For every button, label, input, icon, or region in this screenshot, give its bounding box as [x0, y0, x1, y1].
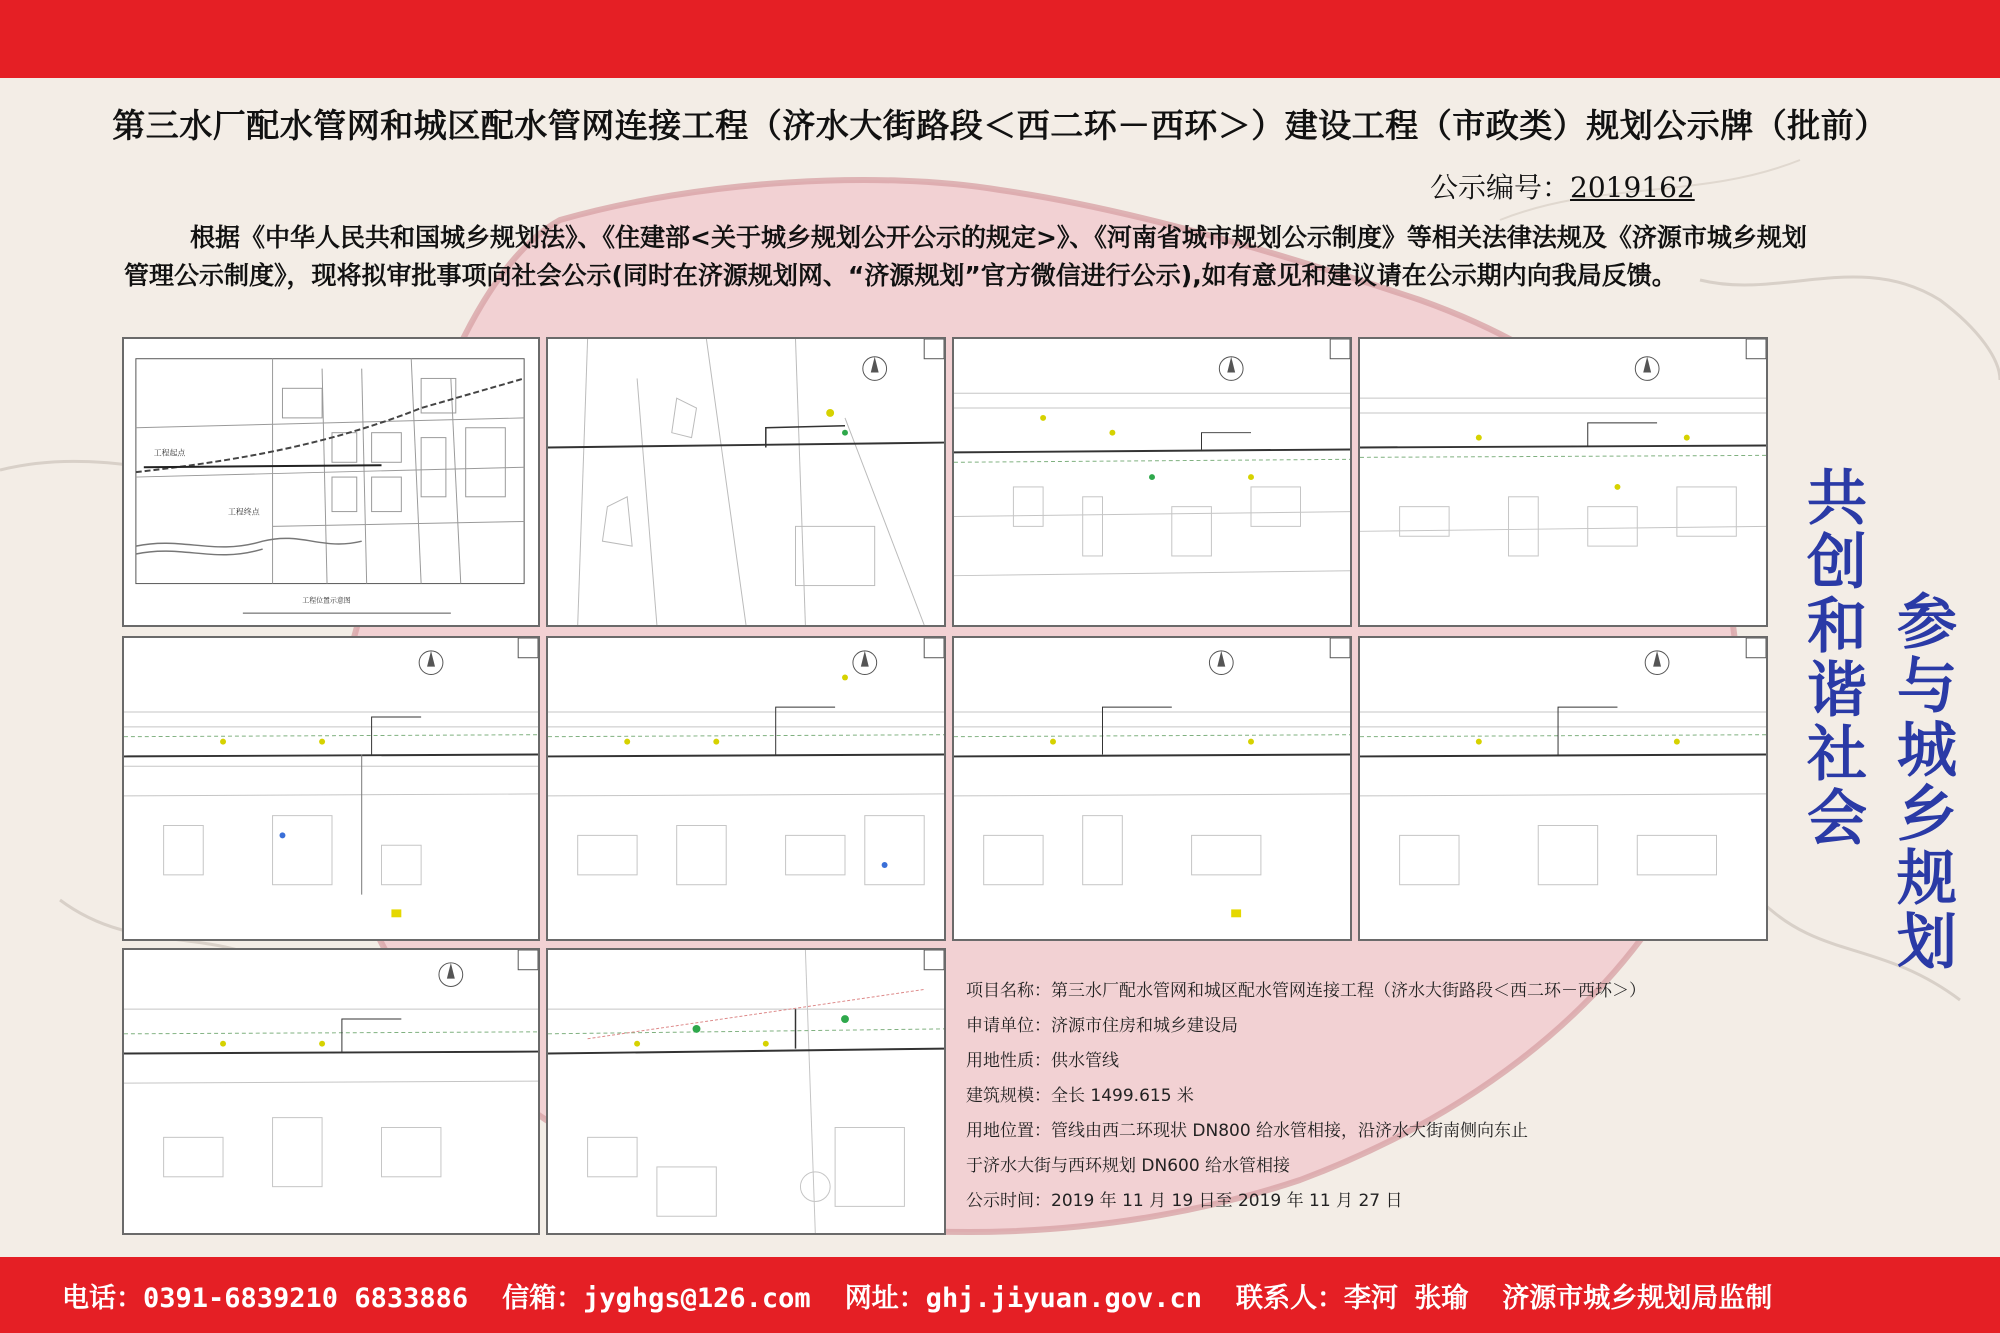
drawing-sheet-9	[546, 948, 946, 1235]
footer-email: 信箱：jyghgs@126.com	[502, 1282, 811, 1314]
info-project-name: 项目名称：第三水厂配水管网和城区配水管网连接工程（济水大街路段＜西二环－西环＞）	[966, 981, 1646, 1001]
footer-supervisor: 济源市城乡规划局监制	[1502, 1282, 1773, 1314]
info-scale: 建筑规模：全长 1499.615 米	[966, 1086, 1194, 1106]
page-title: 第三水厂配水管网和城区配水管网连接工程（济水大街路段＜西二环－西环＞）建设工程（市政类）规划公示牌（批前）	[112, 106, 1888, 145]
info-location-line2: 于济水大街与西环规划 DN600 给水管相接	[966, 1156, 1291, 1176]
slogan-left: 共创和谐社会	[1797, 466, 1867, 850]
drawing-overview	[122, 337, 540, 627]
footer-website: 网址：ghj.jiyuan.gov.cn	[844, 1282, 1203, 1314]
notice-number	[1430, 166, 1695, 206]
info-location-line1: 用地位置：管线由西二环现状 DN800 给水管相接，沿济水大街南侧向东止	[966, 1121, 1529, 1141]
slogan-right: 参与城乡规划	[1887, 590, 1957, 974]
info-period: 公示时间：2019 年 11 月 19 日至 2019 年 11 月 27 日	[966, 1191, 1403, 1211]
drawing-sheet-2	[952, 337, 1352, 627]
project-info	[966, 974, 1786, 1219]
drawing-sheet-7	[1358, 636, 1768, 941]
footer-phone: 电话：0391-6839210 6833886	[62, 1282, 469, 1314]
footer-band	[0, 1257, 2000, 1333]
notice-number-label: 公示编号：	[1430, 171, 1571, 204]
footer-contact: 联系人：李河 张瑜	[1236, 1282, 1469, 1314]
intro-paragraph: 根据《中华人民共和国城乡规划法》、《住建部<关于城乡规划公开公示的规定>》、《河南省城市规划公示制度》等相关法律法规及《济源市城乡规划管理公示制度》，现将拟审批事项向社会公示(同时在济源规划网、“济源规划”官方微信进行公示),如有意见和建议请在公示期内向我局反馈。	[124, 223, 1807, 290]
drawing-sheet-1	[546, 337, 946, 627]
drawing-sheet-8	[122, 948, 540, 1235]
svg-text:工程起点: 工程起点	[153, 448, 186, 458]
top-red-band	[0, 0, 2000, 78]
drawing-sheet-6	[952, 636, 1352, 941]
svg-text:工程终点: 工程终点	[227, 507, 260, 517]
svg-text:工程位置示意图: 工程位置示意图	[302, 596, 351, 605]
info-applicant: 申请单位：济源市住房和城乡建设局	[966, 1016, 1238, 1036]
info-land-use: 用地性质：供水管线	[966, 1051, 1119, 1071]
drawing-sheet-3	[1358, 337, 1768, 627]
drawing-sheet-4	[122, 636, 540, 941]
drawing-sheet-5	[546, 636, 946, 941]
notice-number-value: 2019162	[1570, 171, 1695, 204]
